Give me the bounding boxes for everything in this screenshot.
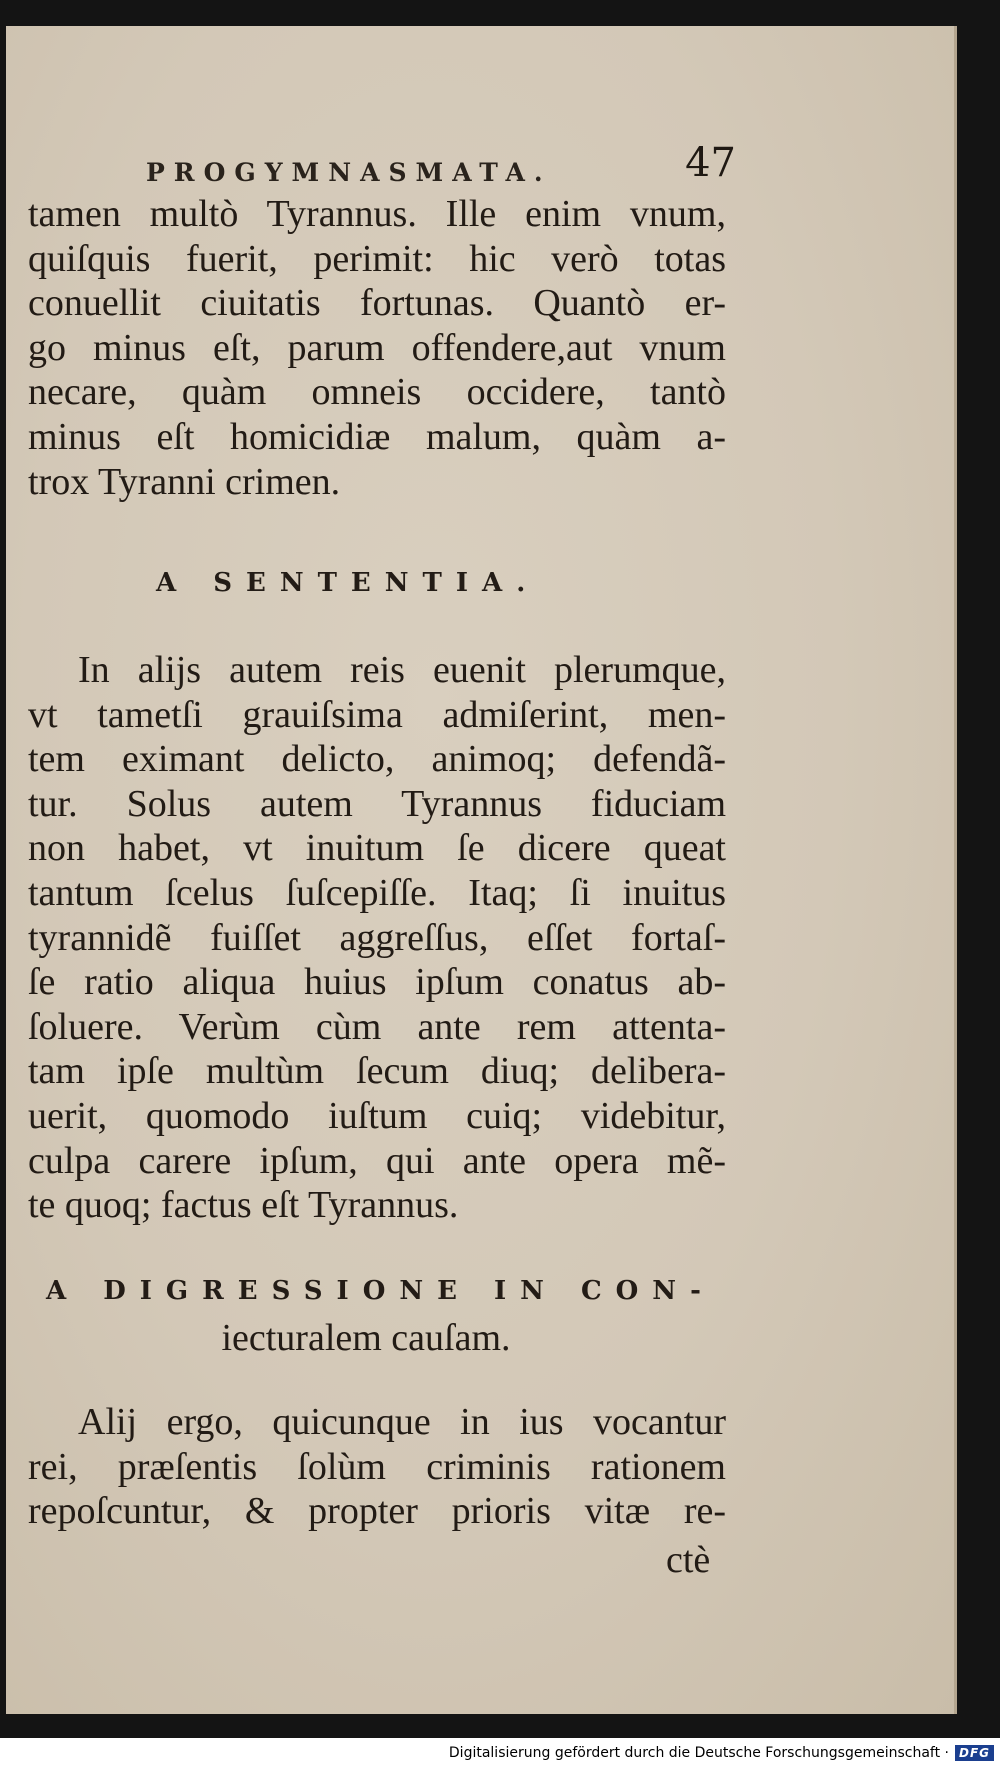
footer-credit (449, 1745, 994, 1761)
section-subheading: iecturalem cauſam. (221, 1317, 511, 1359)
text-line: tamen multò Tyrannus. Ille enim vnum, (28, 193, 726, 235)
text-line: conuellit ciuitatis fortunas. Quantò er- (28, 282, 726, 325)
paragraph-2 (28, 648, 726, 1228)
text-line: repoſcuntur, & propter prioris vitæ re- (28, 1490, 726, 1533)
page-header (146, 134, 736, 194)
text-line: tem eximant delicto, animoq; defendã- (28, 738, 726, 781)
section-heading-digressione: A DIGRESSIONE IN CON- (46, 1276, 715, 1306)
section-heading-sententia: A SENTENTIA. (156, 568, 540, 598)
text-line: quiſquis fuerit, perimit: hic verò totas (28, 237, 726, 280)
text-line: tyrannidẽ fuiſſet aggreſſus, eſſet fortaſ- (28, 916, 726, 959)
text-line: necare, quàm omneis occidere, tantò (28, 371, 726, 414)
catchword: ctè (666, 1539, 711, 1581)
page-number: 47 (685, 140, 736, 186)
paragraph-1 (28, 192, 726, 504)
text-line: trox Tyranni crimen. (28, 460, 341, 503)
running-head: PROGYMNASMATA. (146, 158, 552, 187)
text-line: go minus eſt, parum offendere,aut vnum (28, 326, 726, 369)
paragraph-3 (28, 1400, 726, 1534)
text-line: non habet, vt inuitum ſe dicere queat (28, 827, 726, 870)
text-line: uerit, quomodo iuſtum cuiq; videbitur, (28, 1094, 726, 1137)
credit-text: Digitalisierung gefördert durch die Deutsche Forschungsgemeinschaft · (448, 1745, 949, 1761)
dfg-logo: DFG (955, 1745, 994, 1761)
text-line: ſoluere. Verùm cùm ante rem attenta- (28, 1005, 726, 1048)
text-line: minus eſt homicidiæ malum, quàm a- (28, 415, 726, 458)
text-line: culpa carere ipſum, qui ante opera mẽ- (28, 1139, 726, 1182)
text-line: tur. Solus autem Tyrannus fiduciam (28, 782, 726, 825)
text-line: ſe ratio aliqua huius ipſum conatus ab- (28, 961, 726, 1004)
text-line: Alij ergo, quicunque in ius vocantur (78, 1401, 726, 1443)
text-line: In alijs autem reis euenit plerumque, (78, 649, 726, 691)
book-page (6, 26, 957, 1714)
text-line: rei, præſentis ſolùm criminis rationem (28, 1445, 726, 1488)
text-line: tam ipſe multùm ſecum diuq; delibera- (28, 1050, 726, 1093)
text-line: te quoq; factus eſt Tyrannus. (28, 1184, 459, 1227)
text-line: tantum ſcelus ſuſcepiſſe. Itaq; ſi inuitus (28, 871, 726, 914)
text-line: vt tametſi grauiſsima admiſerint, men- (28, 693, 726, 736)
